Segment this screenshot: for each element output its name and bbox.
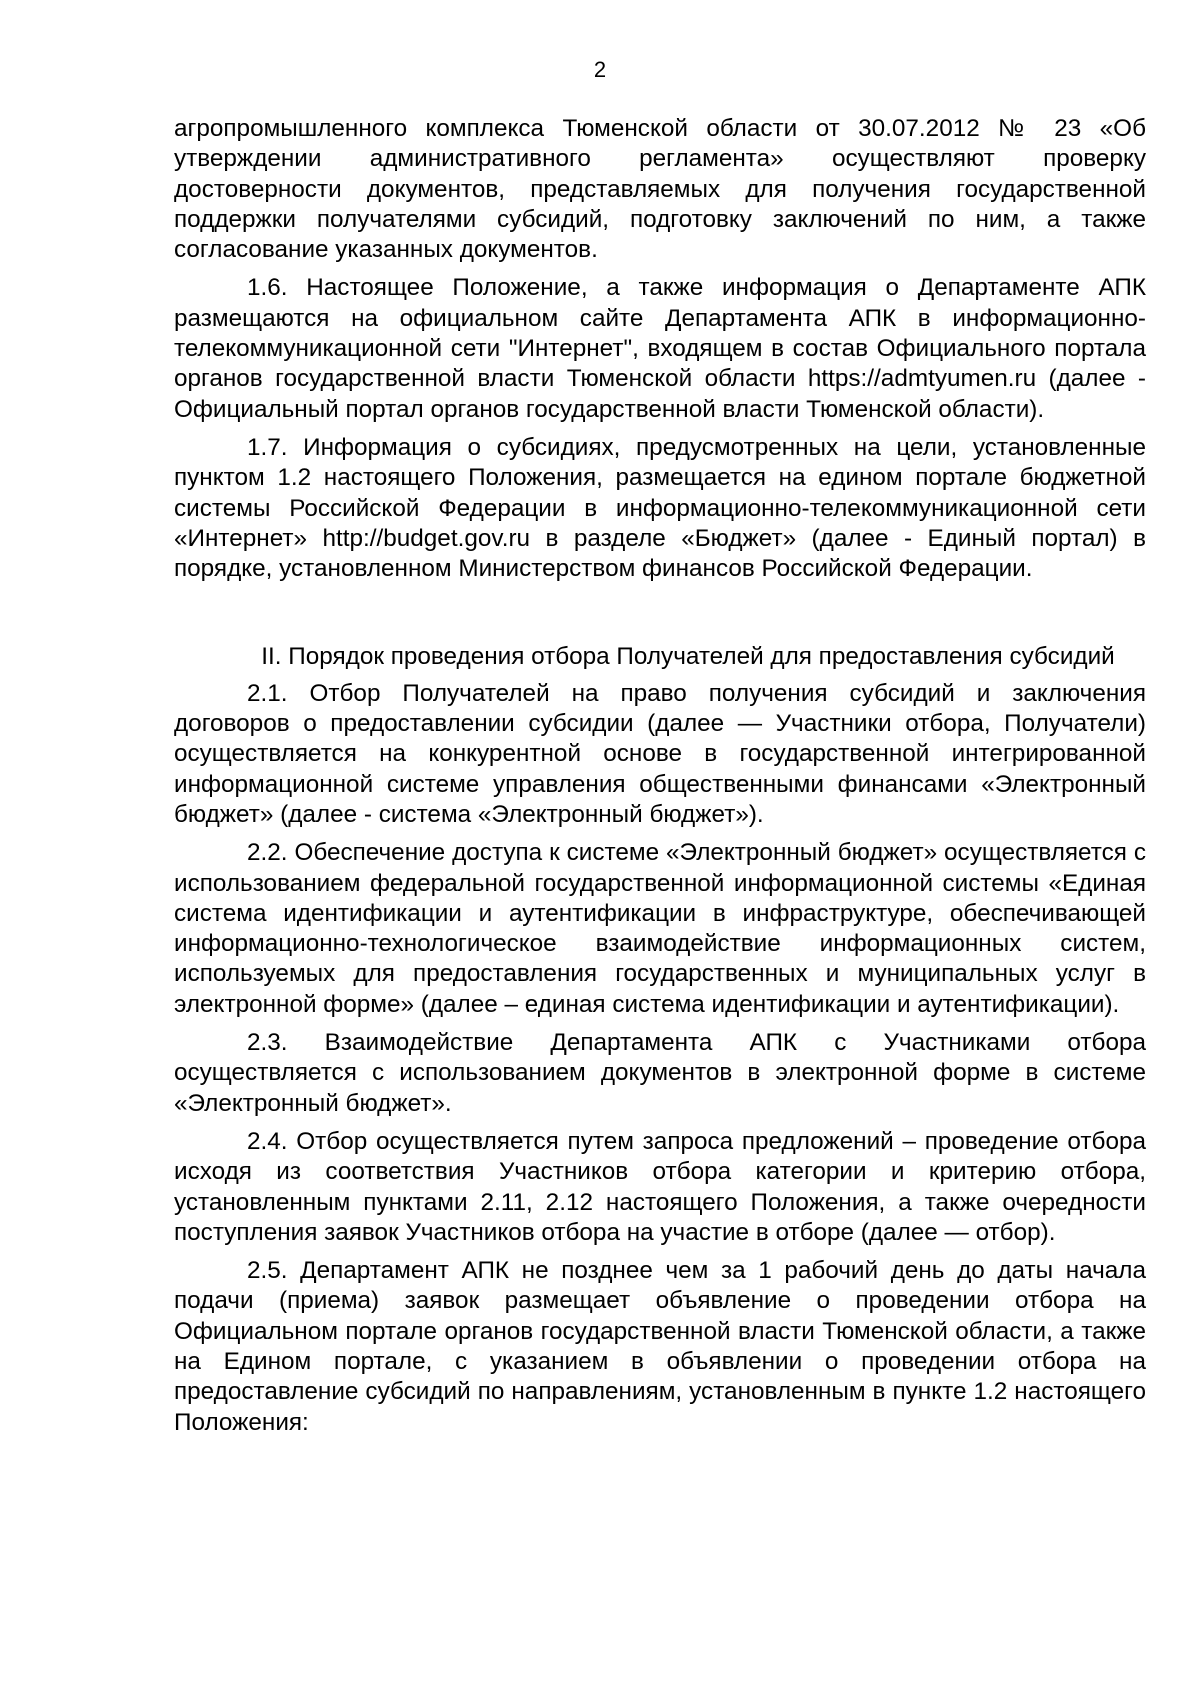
- paragraph-2-4: 2.4. Отбор осуществляется путем запроса предложений – проведение отбора исходя из соответствия Участников отбора категории и критерию отбора, установленным пунктами 2.11, 2.12 настоящего Положения, а также очередности поступления заявок Участников отбора на участие в отборе (далее — отбор).: [174, 1127, 1146, 1246]
- paragraph-1-6: 1.6. Настоящее Положение, а также информация о Департаменте АПК размещаются на официальном сайте Департамента АПК в информационно-телекоммуникационной сети "Интернет", входящем в состав Официального портала органов государственной власти Тюменской области https://admtyumen.ru (далее - Официальный портал органов государственной власти Тюменской области).: [174, 274, 1146, 423]
- paragraph-2-3: 2.3. Взаимодействие Департамента АПК с Участниками отбора осуществляется с использованием документов в электронной форме в системе «Электронный бюджет».: [174, 1029, 1146, 1117]
- paragraph-2-5: 2.5. Департамент АПК не позднее чем за 1 рабочий день до даты начала подачи (приема) заявок размещает объявление о проведении отбора на Официальном портале органов государственной власти Тюменской области, а также на Едином портале, с указанием в объявлении о проведении отбора на предоставление субсидий по направлениям, установленным в пункте 1.2 настоящего Положения:: [174, 1257, 1146, 1436]
- paragraph-1-7: 1.7. Информация о субсидиях, предусмотренных на цели, установленные пунктом 1.2 настоящего Положения, размещается на едином портале бюджетной системы Российской Федерации в информационно-телекоммуникационной сети «Интернет» http://budget.gov.ru в разделе «Бюджет» (далее - Единый портал) в порядке, установленном Министерством финансов Российской Федерации.: [174, 433, 1146, 583]
- paragraph-2-2: 2.2. Обеспечение доступа к системе «Электронный бюджет» осуществляется с использованием федеральной государственной информационной системы «Единая система идентификации и аутентификации в инфраструктуре, обеспечивающей информационно-технологическое взаимодействие информационных систем, используемых для предоставления государственных и муниципальных услуг в электронной форме» (далее – единая система идентификации и аутентификации).: [174, 839, 1146, 1018]
- document-body: [174, 114, 1146, 1438]
- section-title: II. Порядок проведения отбора Получателей для предоставления субсидий: [261, 643, 1115, 671]
- paragraph-continuation: агропромышленного комплекса Тюменской области от 30.07.2012 № 23 «Об утверждении административного регламента» осуществляют проверку достоверности документов, представляемых для получения государственной поддержки получателями субсидий, подготовку заключений по ним, а также согласование указанных документов.: [174, 115, 1146, 264]
- paragraph-2-1: 2.1. Отбор Получателей на право получения субсидий и заключения договоров о предоставлении субсидии (далее — Участники отбора, Получатели) осуществляется на конкурентной основе в государственной интегрированной информационной системе управления общественными финансами «Электронный бюджет» (далее - система «Электронный бюджет»).: [174, 679, 1146, 828]
- page-number: 2: [593, 57, 607, 82]
